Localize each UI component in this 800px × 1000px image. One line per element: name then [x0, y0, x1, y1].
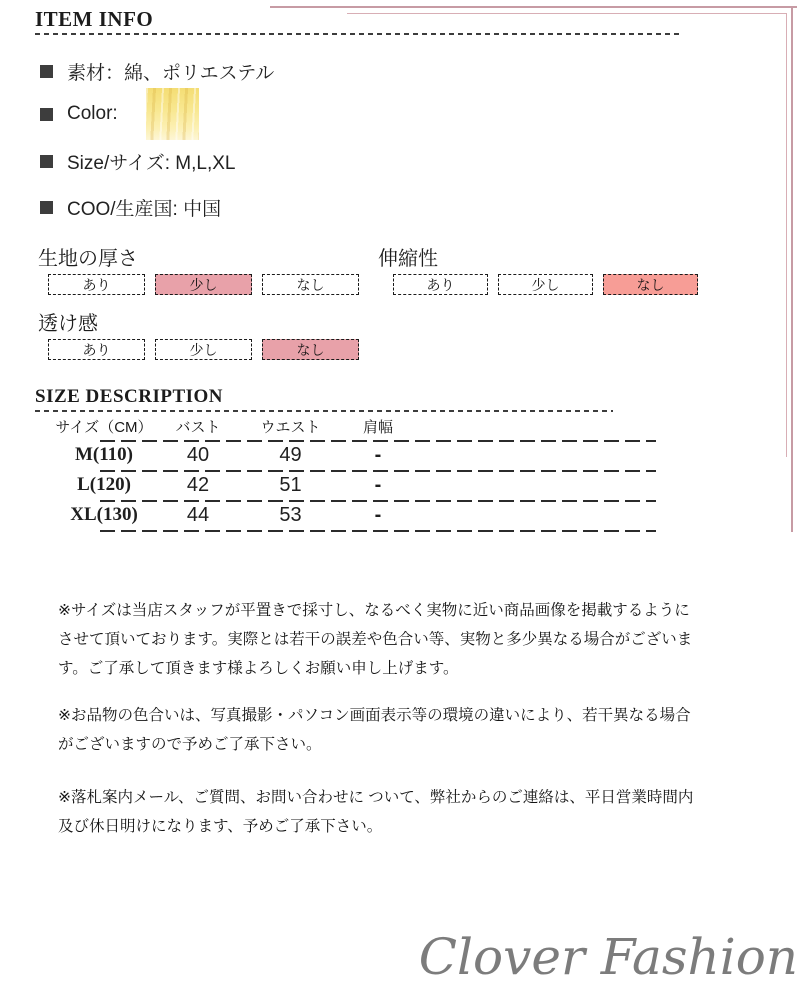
cell-shoulder: -: [374, 443, 382, 466]
col-header-shoulder: 肩幅: [362, 419, 393, 436]
stretch-option-sukoshi: 少し: [498, 274, 593, 295]
table-divider: [100, 530, 656, 532]
bullet-size: [40, 148, 235, 175]
sheerness-label: 透け感: [38, 313, 98, 335]
thickness-option-nashi: なし: [262, 274, 359, 295]
table-row-xl: [50, 500, 606, 530]
stretch-option-nashi-selected: なし: [603, 274, 698, 295]
size-table: [50, 413, 606, 530]
sheerness-option-ari: あり: [48, 339, 145, 360]
thickness-option-ari: あり: [48, 274, 145, 295]
color-swatch-yellow: [146, 88, 199, 140]
size-description-underline: [35, 410, 613, 412]
cell-shoulder: -: [374, 473, 382, 496]
square-bullet-icon: [40, 155, 53, 168]
cell-size: M(110): [74, 444, 134, 465]
size-text: Size/サイズ: M,L,XL: [67, 153, 236, 174]
stretch-option-ari: あり: [393, 274, 488, 295]
note-contact-disclaimer: ※落札案内メール、ご質問、お問い合わせに ついて、弊社からのご連絡は、平日営業時間内及び休日明けになります、予めご了承下さい。: [58, 789, 694, 835]
material-text: 素材：綿、ポリエステル: [67, 63, 275, 84]
cell-size: L(120): [77, 474, 131, 495]
sheerness-options: [48, 339, 359, 360]
size-table-header-row: [50, 413, 606, 440]
cell-waist: 51: [279, 473, 302, 496]
table-row-m: [50, 440, 606, 470]
stretch-label: 伸縮性: [378, 248, 438, 270]
table-divider: [100, 470, 656, 472]
frame-right-outer-line: [791, 6, 793, 532]
item-info-underline: [35, 33, 680, 35]
col-header-waist: ウエスト: [260, 419, 321, 436]
bullet-material: [40, 58, 274, 85]
table-divider: [100, 440, 656, 442]
note-sizing-disclaimer: ※サイズは当店スタッフが平置きで採寸し、なるべく実物に近い商品画像を掲載するようにさせて頂いております。実際とは若干の誤差や色合い等、実物と多少異なる場合がございます。ご了承して頂きます様よろしくお願い申し上げます。: [58, 602, 693, 677]
cell-waist: 49: [279, 443, 302, 466]
table-row-l: [50, 470, 606, 500]
stretch-options: [393, 274, 698, 295]
bullet-color: [40, 103, 118, 125]
cell-bust: 40: [186, 443, 210, 466]
col-header-bust: バスト: [175, 419, 221, 436]
cell-size: XL(130): [70, 504, 138, 525]
color-label: Color:: [67, 103, 118, 124]
item-info-title: ITEM INFO: [35, 7, 154, 31]
size-description-title: SIZE DESCRIPTION: [35, 386, 224, 407]
frame-top-inner-line: [347, 13, 787, 14]
thickness-label: 生地の厚さ: [38, 248, 138, 270]
clover-fashion-logo: Clover Fashion: [418, 928, 798, 986]
cell-waist: 53: [279, 503, 302, 526]
bullet-coo: [40, 194, 221, 221]
square-bullet-icon: [40, 201, 53, 214]
sheerness-option-nashi-selected: なし: [262, 339, 359, 360]
frame-right-inner-line: [786, 13, 787, 457]
sheerness-option-sukoshi: 少し: [155, 339, 252, 360]
note-color-disclaimer: ※お品物の色合いは、写真撮影・パソコン画面表示等の環境の違いにより、若干異なる場合がございますので予めご了承下さい。: [58, 707, 691, 753]
cell-bust: 44: [186, 503, 210, 526]
square-bullet-icon: [40, 65, 53, 78]
table-divider: [100, 500, 656, 502]
coo-text: COO/生産国: 中国: [67, 199, 222, 220]
thickness-option-sukoshi-selected: 少し: [155, 274, 252, 295]
col-header-size: サイズ（CM）: [55, 419, 153, 436]
cell-shoulder: -: [374, 503, 382, 526]
cell-bust: 42: [186, 473, 210, 496]
square-bullet-icon: [40, 108, 53, 121]
thickness-options: [48, 274, 359, 295]
frame-top-outer-line: [270, 6, 797, 8]
